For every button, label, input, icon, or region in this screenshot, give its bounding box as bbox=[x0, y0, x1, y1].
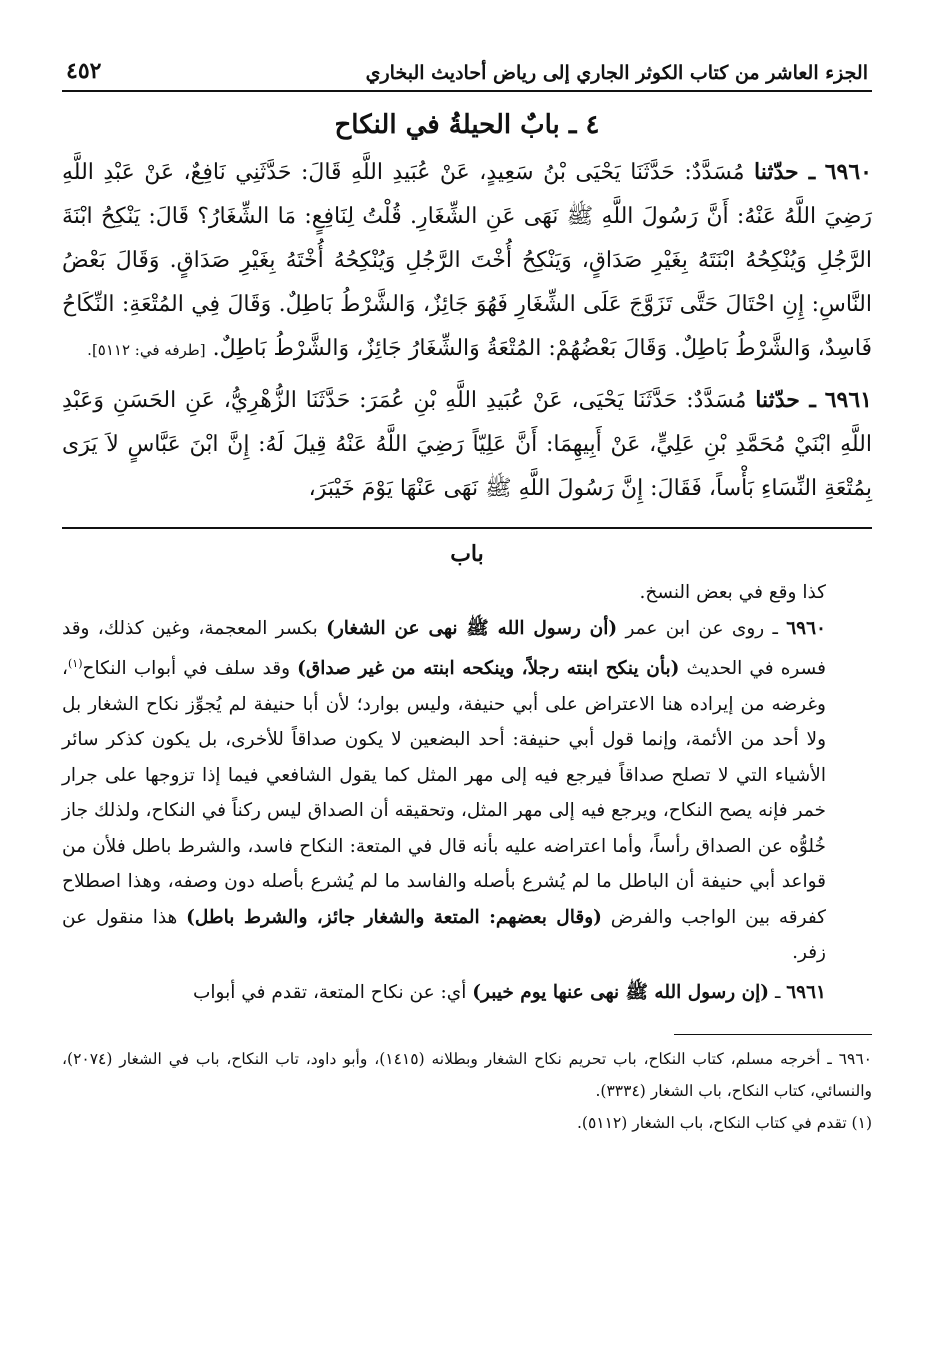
footnote-rule bbox=[674, 1034, 872, 1035]
hadith-6961: ٦٩٦١ ـ حدّثنا مُسَدَّدٌ: حَدَّثَنَا يَحْيَى، عَنْ عُبَيدِ اللَّهِ بْنِ عُمَرَ: حَدَّثَنَا الزُّهْرِيُّ، عَنِ الحَسَنِ وَعَبْدِ اللَّهِ ابْنَيْ مُحَمَّدِ بْنِ عَلِيٍّ، عَنْ أَبِيهِمَا: أَنَّ عَلِيّاً رَضِيَ اللَّهُ عَنْهُ قِيلَ لَهُ: إِنَّ ابْنَ عَبَّاسٍ لاَ يَرَى بِمُتْعَةِ النِّسَاءِ بَأْساً، فَقَالَ: إِنَّ رَسُولَ اللَّهِ ﷺ نَهَى عَنْهَا يَوْمَ خَيْبَرَ، bbox=[62, 387, 872, 501]
commentary-quote: (أن رسول الله ﷺ نهى عن الشغار) bbox=[326, 617, 618, 639]
commentary-number: ٦٩٦١ bbox=[786, 981, 826, 1003]
commentary-intro: كذا وقع في بعض النسخ. bbox=[639, 582, 826, 603]
book-title: الجزء العاشر من كتاب الكوثر الجاري إلى رياض أحاديث البخاري bbox=[365, 62, 868, 84]
section-divider bbox=[62, 527, 872, 529]
hadith-text: مُسَدَّدٌ: حَدَّثَنَا يَحْيَى، عَنْ عُبَيدِ اللَّهِ بْنِ عُمَرَ: حَدَّثَنَا الزُّهْرِيُّ، عَنِ الحَسَنِ وَعَبْدِ اللَّهِ ابْنَيْ مُحَمَّدِ بْنِ عَلِيٍّ، عَنْ أَبِيهِمَا: أَنَّ عَلِيّاً رَضِيَ اللَّهُ عَنْهُ قِيلَ لَهُ: إِنَّ ابْنَ عَبَّاسٍ لاَ يَرَى بِمُتْعَةِ النِّسَاءِ بَأْساً، فَقَالَ: إِنَّ رَسُولَ اللَّهِ ﷺ نَهَى عَنْهَا يَوْمَ خَيْبَرَ، bbox=[62, 388, 872, 501]
commentary-quote: (وقال بعضهم: المتعة والشغار جائز، والشرط باطل) bbox=[186, 906, 602, 928]
commentary-6960: ٦٩٦٠ ـ روى عن ابن عمر (أن رسول الله ﷺ نهى عن الشغار) بكسر المعجمة، وغين كذلك، وقد فسره في الحديث (بأن ينكح ابنته رجلاً، وينكحه ابنته من غير صداق) وقد سلف في أبواب النكاح$^{(١)}$، وغرضه من إيراده هنا الاعتراض على أبي حنيفة، وليس بوارد؛ لأن أبا حنيفة لم يُجوِّز نكاح الشغار بل ولا أحد من الأئمة، وإنما قول أبي حنيفة: أحد البضعين لا يكون صداقاً للأخرى، بل يكون كذكر سائر الأشياء التي لا تصلح صداقاً فيرجع فيه إلى مهر المثل كما يقول الشافعي فيما إذا تزوجها على جرار خمر فإنه يصح النكاح، ويرجع فيه إلى مهر المثل، وتحقيقه أن الصداق ليس ركناً في النكاح، ولذلك جاز خُلوُّه عن الصداق رأساً، وأما اعتراضه عليه بأنه قال في المتعة: النكاح فاسد، والشرط باطل فلأن من قواعد أبي حنيفة أن الباطل ما لم يُشرع بأصله والفاسد ما لم يُشرع بأصله دون وصفه، وهذا اصطلاح كفرقه بين الواجب والفرض (وقال بعضهم: المتعة والشغار جائز، والشرط باطل) هذا منقول عن زفر. bbox=[62, 617, 826, 964]
book-page bbox=[62, 48, 872, 1338]
hadith-number: ٦٩٦٠ bbox=[824, 159, 872, 185]
chapter-title: ٤ ـ بابٌ الحيلةُ في النكاح bbox=[334, 110, 600, 140]
footnote-marker: (١) bbox=[67, 657, 83, 670]
footnote-takhrij: ٦٩٦٠ ـ أخرجه مسلم، كتاب النكاح، باب تحريم نكاح الشغار وبطلانه (١٤١٥)، وأبو داود، تاب النكاح، باب في الشغار (٢٠٧٤)، والنسائي، كتاب النكاح، باب الشغار (٣٣٣٤). bbox=[62, 1050, 872, 1101]
hadith-text: مُسَدَّدٌ: حَدَّثَنَا يَحْيَى بْنُ سَعِيدٍ، عَنْ عُبَيدِ اللَّهِ قَالَ: حَدَّثَنِي نَافِعٌ، عَنْ عَبْدِ اللَّهِ رَضِيَ اللَّهُ عَنْهُ: أَنَّ رَسُولَ اللَّهِ ﷺ نَهَى عَنِ الشِّغَارِ. قُلْتُ لِنَافِعٍ: مَا الشِّغَارُ؟ قَالَ: يَنْكِحُ ابْنَةَ الرَّجُلِ وَيُنْكِحُهُ ابْنَتَهُ بِغَيْرِ صَدَاقٍ، وَيَنْكِحُ أُخْتَ الرَّجُلِ وَيُنْكِحُهُ أُخْتَهُ بِغَيْرِ صَدَاقٍ. وَقَالَ بَعْضُ النَّاسِ: إِنِ احْتَالَ حَتَّى تَزَوَّجَ عَلَى الشِّغَارِ فَهُوَ جَائِزٌ، وَالشَّرْطُ بَاطِلٌ. وَقَالَ فِي المُتْعَةِ: النِّكَاحُ فَاسِدٌ، وَالشَّرْطُ بَاطِلٌ. وَقَالَ بَعْضُهُمْ: المُتْعَةُ وَالشِّغَارُ جَائِزٌ، وَالشَّرْطُ بَاطِلٌ. bbox=[62, 160, 872, 361]
commentary-number: ٦٩٦٠ bbox=[786, 617, 826, 639]
running-header bbox=[62, 48, 872, 92]
commentary-quote: (بأن ينكح ابنته رجلاً، وينكحه ابنته من غير صداق) bbox=[297, 658, 680, 680]
hadith-lead: حدّثنا bbox=[755, 387, 800, 413]
page-number: ٤٥٢ bbox=[66, 58, 102, 84]
footnote-1: (١) تقدم في كتاب النكاح، باب الشغار (٥١١٢). bbox=[576, 1114, 872, 1133]
hadith-reference: [طرفه في: ٥١١٢]. bbox=[87, 341, 206, 359]
bab-heading: باب bbox=[450, 541, 484, 567]
hadith-number: ٦٩٦١ bbox=[824, 387, 872, 413]
hadith-6960: ٦٩٦٠ ـ حدّثنا مُسَدَّدٌ: حَدَّثَنَا يَحْيَى بْنُ سَعِيدٍ، عَنْ عُبَيدِ اللَّهِ قَالَ: حَدَّثَنِي نَافِعٌ، عَنْ عَبْدِ اللَّهِ رَضِيَ اللَّهُ عَنْهُ: أَنَّ رَسُولَ اللَّهِ ﷺ نَهَى عَنِ الشِّغَارِ. قُلْتُ لِنَافِعٍ: مَا الشِّغَارُ؟ قَالَ: يَنْكِحُ ابْنَةَ الرَّجُلِ وَيُنْكِحُهُ ابْنَتَهُ بِغَيْرِ صَدَاقٍ، وَيَنْكِحُ أُخْتَ الرَّجُلِ وَيُنْكِحُهُ أُخْتَهُ بِغَيْرِ صَدَاقٍ. وَقَالَ بَعْضُ النَّاسِ: إِنِ احْتَالَ حَتَّى تَزَوَّجَ عَلَى الشِّغَارِ فَهُوَ جَائِزٌ، وَالشَّرْطُ بَاطِلٌ. وَقَالَ فِي المُتْعَةِ: النِّكَاحُ فَاسِدٌ، وَالشَّرْطُ بَاطِلٌ. وَقَالَ بَعْضُهُمْ: المُتْعَةُ وَالشِّغَارُ جَائِزٌ، وَالشَّرْطُ بَاطِلٌ. [طرفه في: ٥١١٢]. bbox=[62, 159, 872, 361]
hadith-lead: حدّثنا bbox=[754, 159, 799, 185]
commentary-6961: ٦٩٦١ ـ (إن رسول الله ﷺ نهى عنها يوم خيبر) أي: عن نكاح المتعة، تقدم في أبواب bbox=[192, 981, 826, 1003]
commentary-quote: (إن رسول الله ﷺ نهى عنها يوم خيبر) bbox=[472, 981, 770, 1003]
